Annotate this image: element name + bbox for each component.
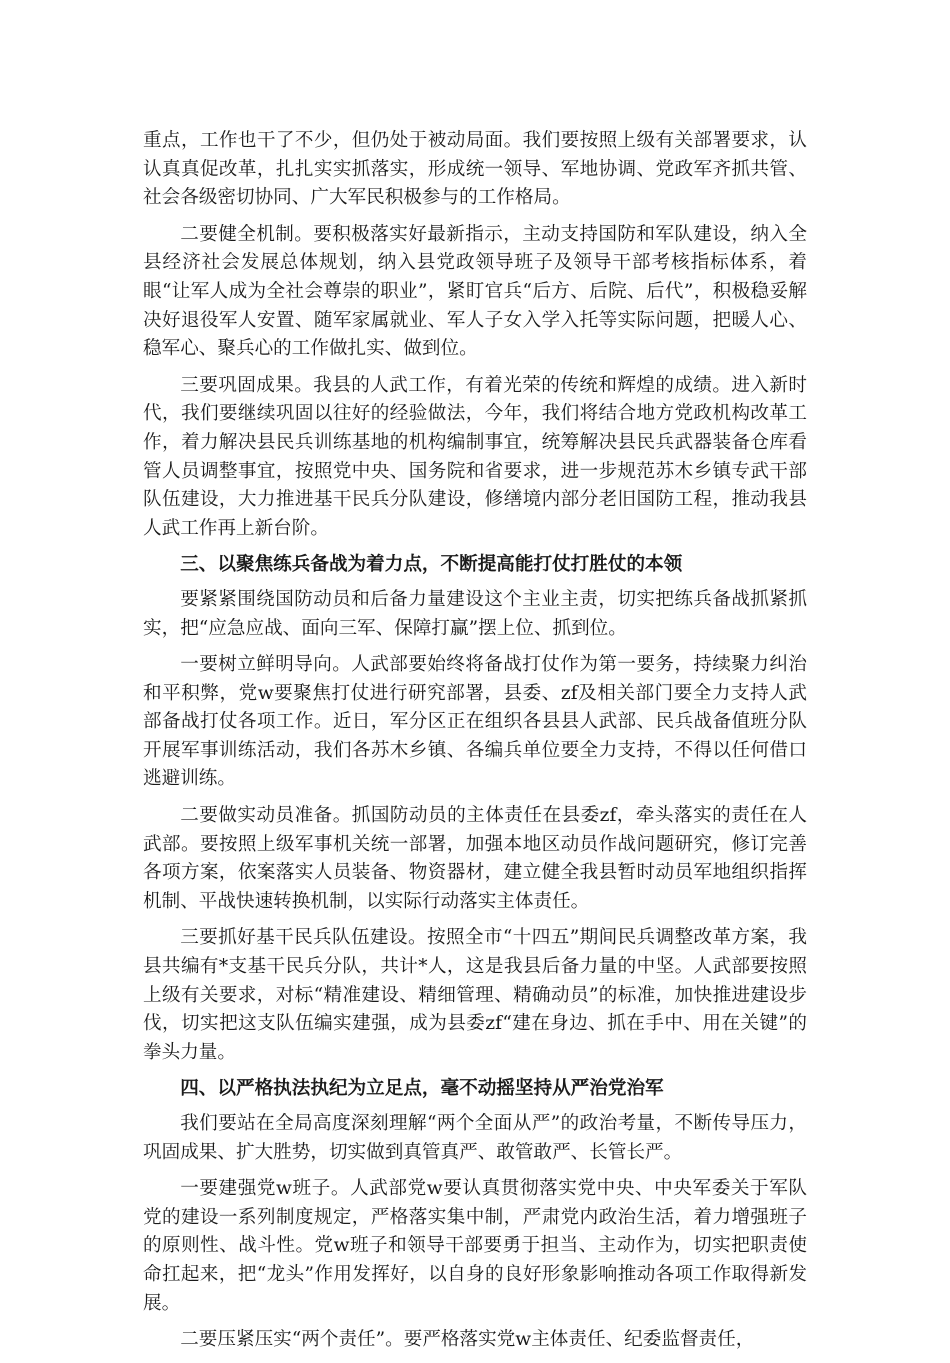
paragraph-7: 三要抓好基干民兵队伍建设。按照全市“十四五”期间民兵调整改革方案，我县共编有*支基干民兵分队，共计*人，这是我县后备力量的中坚。人武部要按照上级有关要求，对标“精准建设、精细管理、精确动员”的标准，加快推进建设步伐，切实把这支队伍编实建强，成为县委zf“建在身边、抓在手中、用在关键”的拳头力量。 [143,927,807,1063]
paragraph-2: 二要健全机制。要积极落实好最新指示，主动支持国防和军队建设，纳入全县经济社会发展总体规划，纳入县党政领导班子及领导干部考核指标体系，着眼“让军人成为全社会尊崇的职业”，紧盯官兵“后方、后院、后代”，积极稳妥解决好退役军人安置、随军家属就业、军人子女入学入托等实际问题，把暖人心、稳军心、聚兵心的工作做扎实、做到位。 [143,223,807,360]
paragraph-8: 我们要站在全局高度深刻理解“两个全面从严”的政治考量，不断传导压力，巩固成果、扩大胜势，切实做到真管真严、敢管敢严、长管长严。 [143,1113,807,1163]
document-page [143,127,807,1363]
section-heading-4: 四、以严格执法执纪为立足点，毫不动摇坚持从严治党治军 [180,1078,664,1100]
paragraph-3: 三要巩固成果。我县的人武工作，有着光荣的传统和辉煌的成绩。进入新时代，我们要继续巩固以往好的经验做法，今年，我们将结合地方党政机构改革工作，着力解决县民兵训练基地的机构编制事宜，统筹解决县民兵武器装备仓库看管人员调整事宜，按照党中央、国务院和省要求，进一步规范苏木乡镇专武干部队伍建设，大力推进基干民兵分队建设，修缮境内部分老旧国防工程，推动我县人武工作再上新台阶。 [143,374,807,539]
paragraph-9: 一要建强党w班子。人武部党w要认真贯彻落实党中央、中央军委关于军队党的建设一系列制度规定，严格落实集中制，严肃党内政治生活，着力增强班子的原则性、战斗性。党w班子和领导干部要勇于担当、主动作为，切实把职责使命扛起来，把“龙头”作用发挥好，以自身的良好形象影响推动各项工作取得新发展。 [143,1178,807,1314]
paragraph-4: 要紧紧围绕国防动员和后备力量建设这个主业主责，切实把练兵备战抓紧抓实，把“应急应战、面向三军、保障打赢”摆上位、抓到位。 [143,588,807,639]
section-heading-3: 三、以聚焦练兵备战为着力点，不断提高能打仗打胜仗的本领 [180,554,683,576]
paragraph-5: 一要树立鲜明导向。人武部要始终将备战打仗作为第一要务，持续聚力纠治和平积弊，党w要聚焦打仗进行研究部署，县委、zf及相关部门要全力支持人武部备战打仗各项工作。近日，军分区正在组织各县县人武部、民兵战备值班分队开展军事训练活动，我们各苏木乡镇、各编兵单位要全力支持，不得以任何借口逃避训练。 [143,654,807,790]
paragraph-1: 重点，工作也干了不少，但仍处于被动局面。我们要按照上级有关部署要求，认认真真促改革，扎扎实实抓落实，形成统一领导、军地协调、党政军齐抓共管、社会各级密切协同、广大军民积极参与的工作格局。 [143,130,807,209]
paragraph-6: 二要做实动员准备。抓国防动员的主体责任在县委zf，牵头落实的责任在人武部。要按照上级军事机关统一部署，加强本地区动员作战问题研究，修订完善各项方案，依案落实人员装备、物资器材，建立健全我县暂时动员军地组织指挥机制、平战快速转换机制，以实际行动落实主体责任。 [143,805,807,912]
paragraph-10: 二要压紧压实“两个责任”。要严格落实党w主体责任、纪委监督责任， [180,1329,755,1351]
